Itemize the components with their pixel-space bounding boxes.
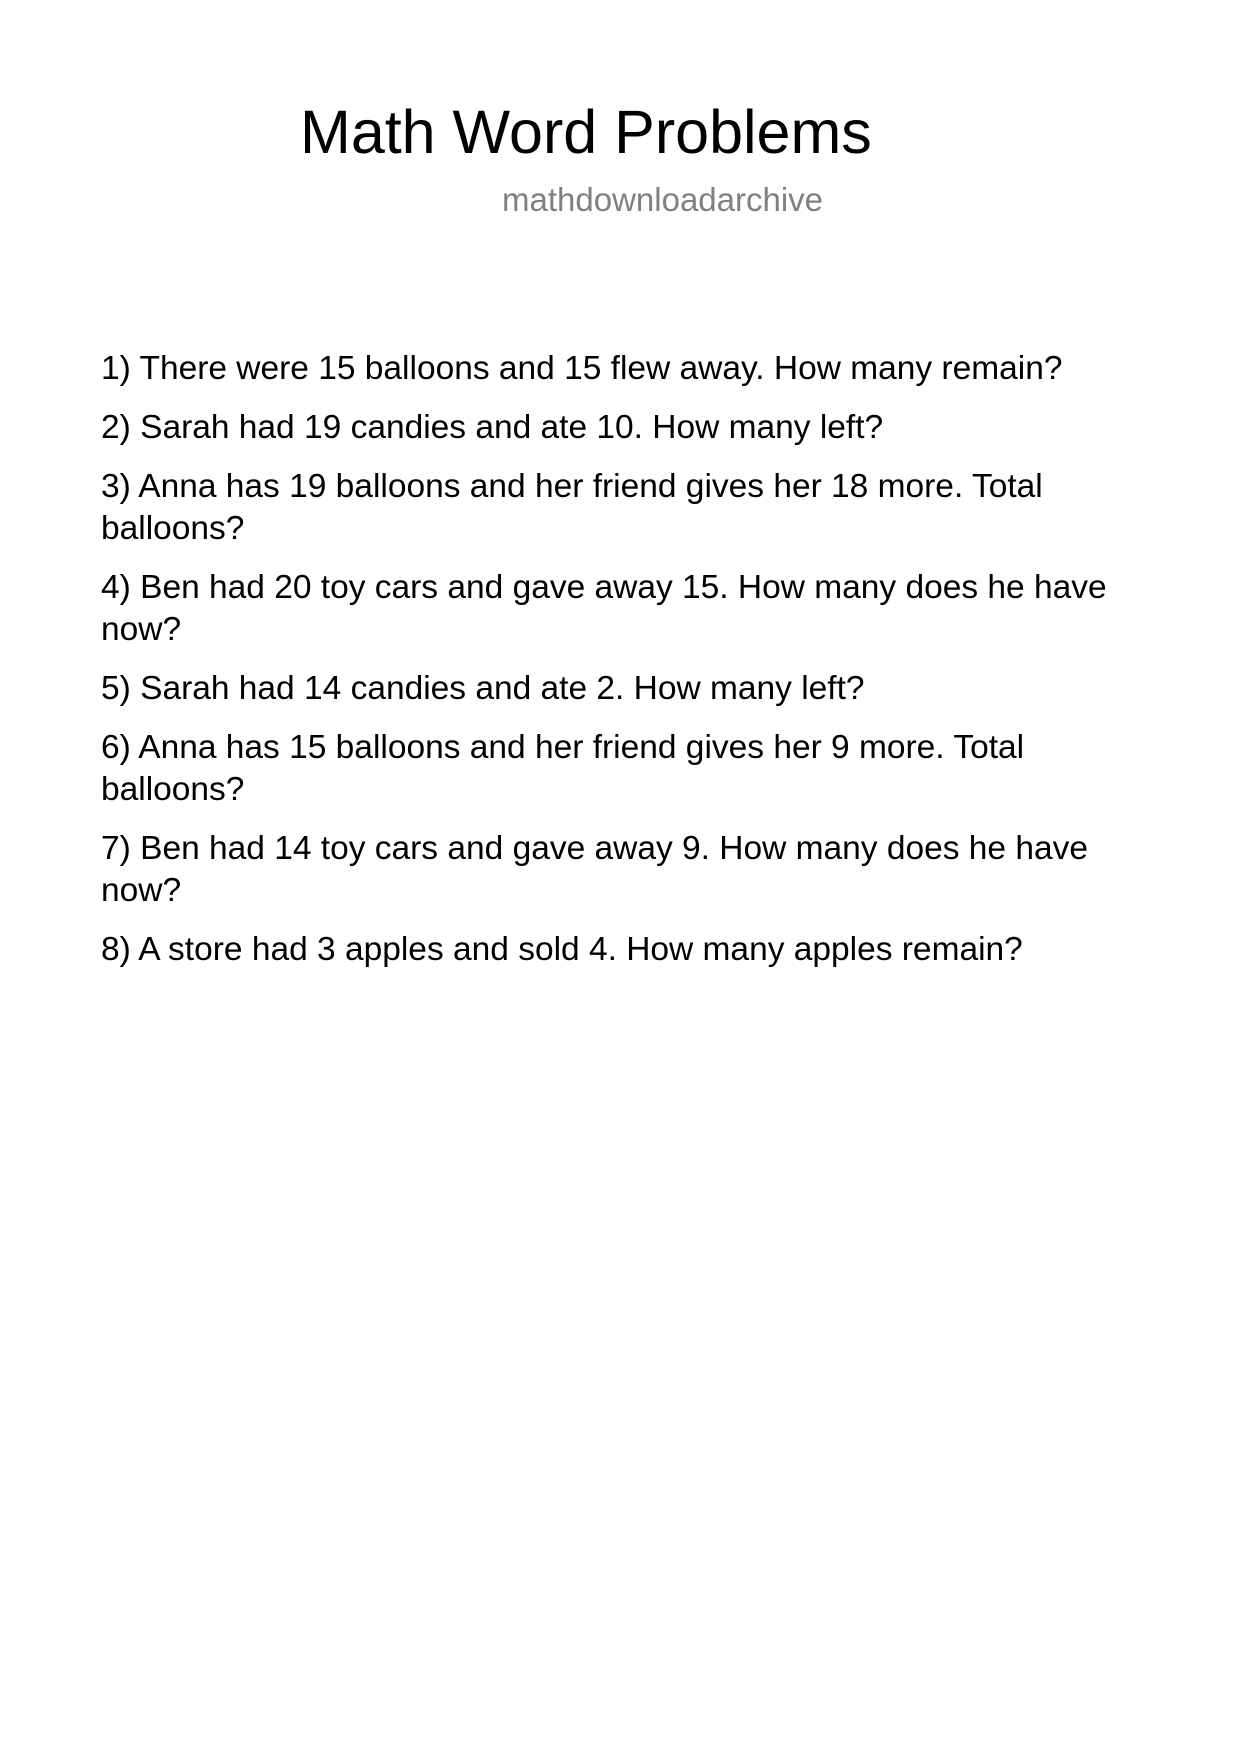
page-title: Math Word Problems bbox=[300, 98, 872, 166]
problem-item: 7) Ben had 14 toy cars and gave away 9. How many does he have now? bbox=[101, 830, 1088, 909]
page-subtitle: mathdownloadarchive bbox=[502, 181, 824, 218]
problem-list bbox=[101, 348, 1141, 988]
problem-item: 4) Ben had 20 toy cars and gave away 15. How many does he have now? bbox=[101, 569, 1107, 648]
problem-item: 3) Anna has 19 balloons and her friend gives her 18 more. Total balloons? bbox=[101, 468, 1043, 547]
problem-item: 6) Anna has 15 balloons and her friend gives her 9 more. Total balloons? bbox=[101, 729, 1025, 808]
problem-item: 8) A store had 3 apples and sold 4. How many apples remain? bbox=[101, 931, 1023, 968]
problem-item: 5) Sarah had 14 candies and ate 2. How many left? bbox=[101, 670, 865, 707]
problem-item: 2) Sarah had 19 candies and ate 10. How many left? bbox=[101, 409, 884, 446]
problem-item: 1) There were 15 balloons and 15 flew away. How many remain? bbox=[101, 350, 1063, 387]
